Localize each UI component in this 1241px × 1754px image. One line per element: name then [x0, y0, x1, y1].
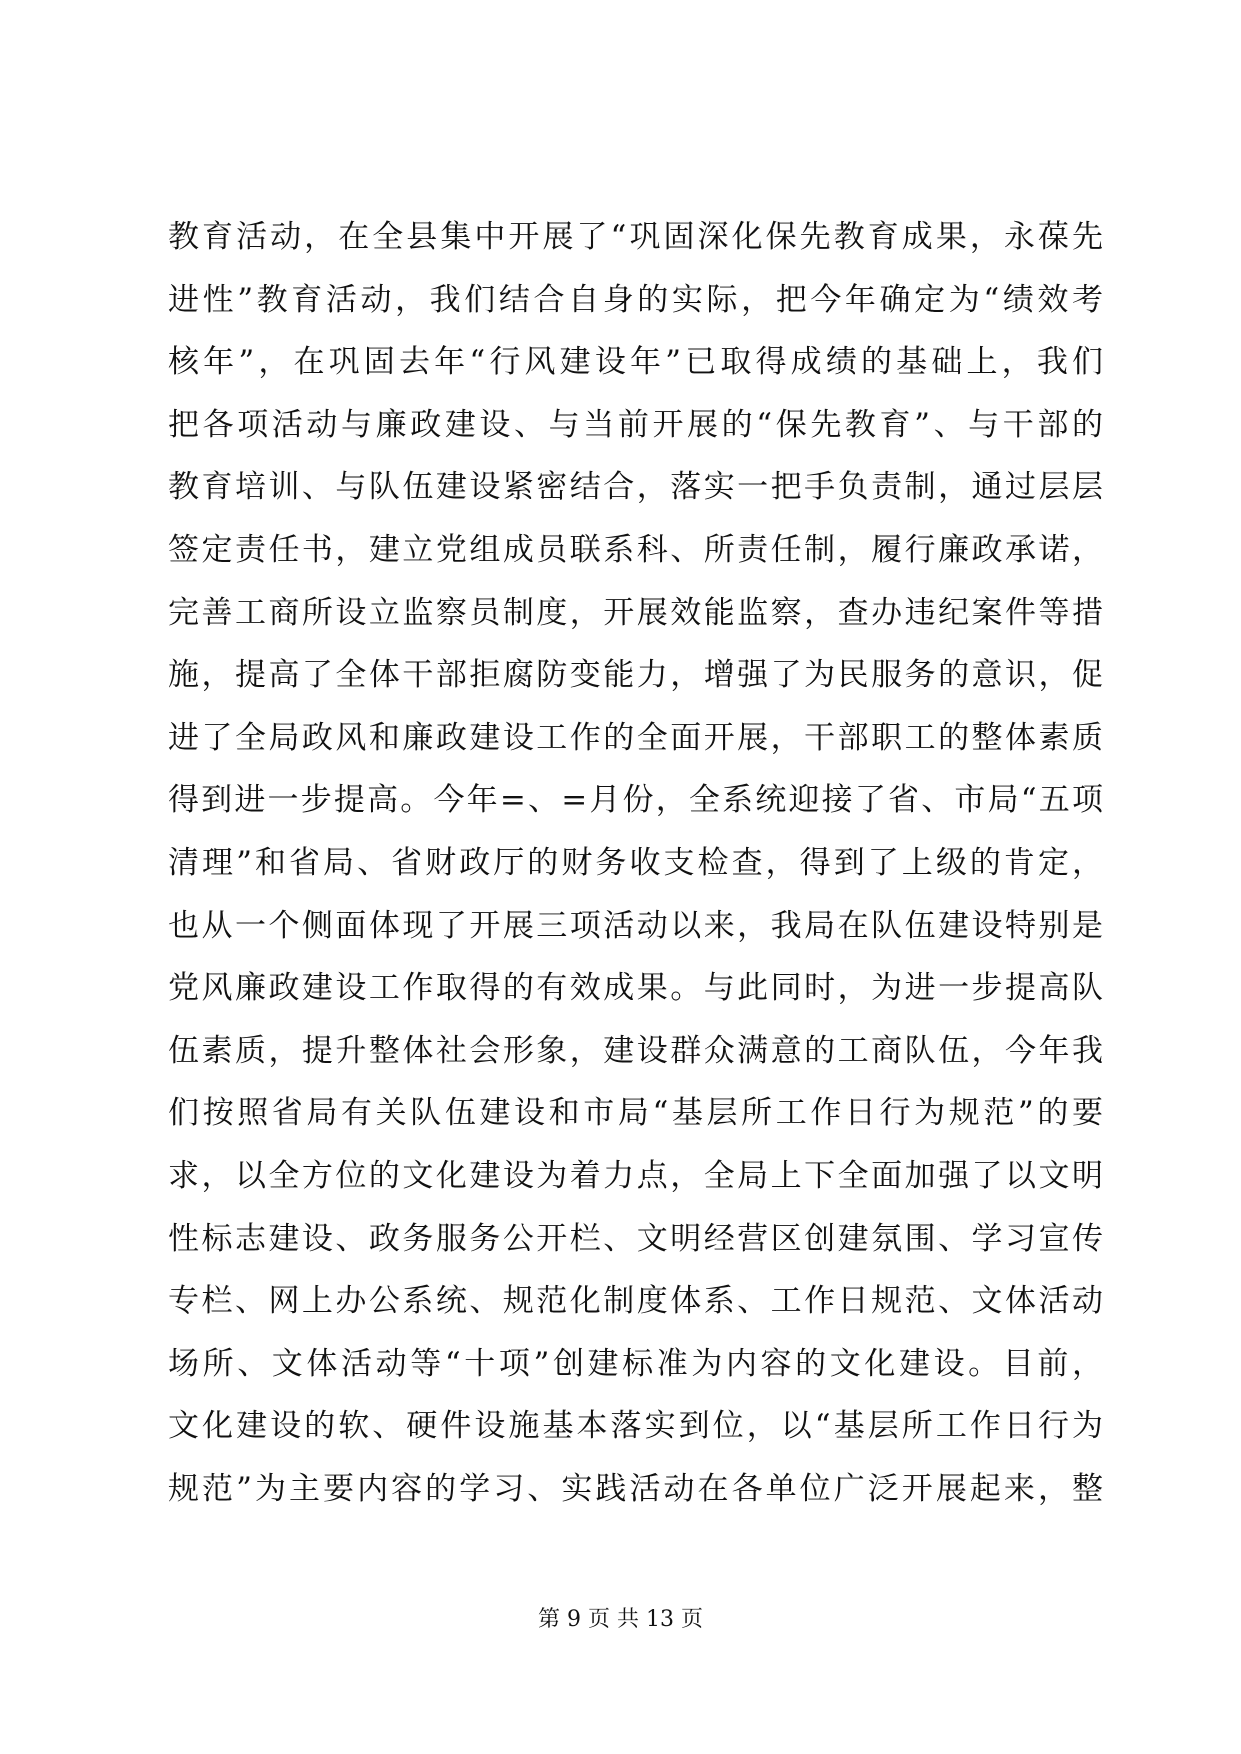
text-line: 场所、文体活动等“十项”创建标准为内容的文化建设。目前， — [168, 1345, 1103, 1382]
body-paragraph — [168, 206, 1103, 1520]
page-number-footer: 第 9 页 共 13 页 — [538, 1607, 703, 1632]
text-line: 教育活动，在全县集中开展了“巩固深化保先教育成果，永葆先 — [168, 219, 1103, 255]
text-line: 清理”和省局、省财政厅的财务收支检查，得到了上级的肯定， — [168, 844, 1103, 881]
text-line: 核年”，在巩固去年“行风建设年”已取得成绩的基础上，我们 — [168, 344, 1103, 381]
text-line: 求，以全方位的文化建设为着力点，全局上下全面加强了以文明 — [168, 1157, 1103, 1194]
text-line: 进性”教育活动，我们结合自身的实际，把今年确定为“绩效考 — [168, 281, 1103, 318]
text-line: 教育培训、与队伍建设紧密结合，落实一把手负责制，通过层层 — [168, 469, 1103, 506]
text-line: 们按照省局有关队伍建设和市局“基层所工作日行为规范”的要 — [168, 1095, 1103, 1132]
text-line: 施，提高了全体干部拒腐防变能力，增强了为民服务的意识，促 — [168, 657, 1103, 694]
text-line: 专栏、网上办公系统、规范化制度体系、工作日规范、文体活动 — [168, 1283, 1103, 1320]
text-line: 规范”为主要内容的学习、实践活动在各单位广泛开展起来，整 — [168, 1470, 1103, 1507]
text-line: 伍素质，提升整体社会形象，建设群众满意的工商队伍，今年我 — [168, 1032, 1103, 1069]
text-line: 文化建设的软、硬件设施基本落实到位，以“基层所工作日行为 — [168, 1408, 1103, 1445]
text-line: 签定责任书，建立党组成员联系科、所责任制，履行廉政承诺， — [168, 531, 1103, 568]
text-line: 党风廉政建设工作取得的有效成果。与此同时，为进一步提高队 — [168, 970, 1103, 1007]
text-line: 把各项活动与廉政建设、与当前开展的“保先教育”、与干部的 — [168, 406, 1103, 443]
text-line: 也从一个侧面体现了开展三项活动以来，我局在队伍建设特别是 — [168, 907, 1103, 944]
text-line: 进了全局政风和廉政建设工作的全面开展，干部职工的整体素质 — [168, 719, 1103, 756]
text-line: 性标志建设、政务服务公开栏、文明经营区创建氛围、学习宣传 — [168, 1220, 1103, 1257]
text-line: 得到进一步提高。今年=、=月份，全系统迎接了省、市局“五项 — [168, 782, 1103, 819]
text-line: 完善工商所设立监察员制度，开展效能监察，查办违纪案件等措 — [168, 594, 1103, 631]
